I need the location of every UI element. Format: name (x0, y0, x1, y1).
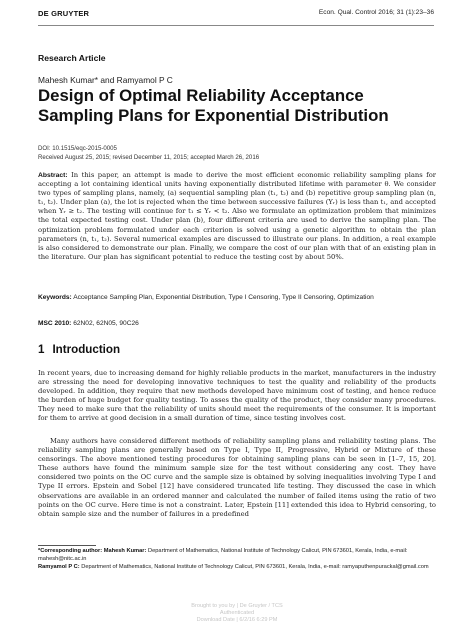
article-dates: Received August 25, 2015; revised December 11, 2015; accepted March 26, 2016 (38, 154, 260, 161)
footnote-corresponding-author (38, 548, 438, 563)
article-title (38, 86, 438, 126)
article-type: Research Article (38, 53, 106, 63)
footnote-1-label: *Corresponding author: Mahesh Kumar: (38, 548, 147, 554)
abstract (38, 171, 436, 262)
footnote-rule (38, 545, 96, 546)
keywords-text: Acceptance Sampling Plan, Exponential Distribution, Type I Censoring, Type II Censoring, Optimization (73, 294, 374, 301)
intro-paragraph-2: Many authors have considered different methods of reliability sampling plans and reliability testing plans. The reliability sampling plans are generally based on Type I, Type II, Progressive, Hybrid or Mixture of these censorings. The above mentioned testing procedures for obtaining sampling plans can be seen in [1–7, 15, 20]. These authors have found the minimum sample size for the test without considering any cost. They have considered two points on the OC curve and the sample size is obtained by solving inequalities involving Type I and Type II errors. Epstein and Sobel [12] have considered truncated life testing. They discussed the case in which observations are available in an ordered manner and calculated the number of failed items using the ratio of two points on the OC curve. Here time is not a constraint. Later, Epstein [11] extended this idea to Hybrid censoring, to obtain sample size and the number of failures in a predefined (38, 437, 436, 518)
doi[interactable]: DOI: 10.1515/eqc-2015-0005 (38, 145, 117, 152)
watermark-line-3: Download Date | 6/2/16 6:29 PM (196, 617, 278, 623)
section-heading (38, 343, 120, 356)
watermark-line-2: Authenticated (219, 610, 255, 616)
section-number: 1 (38, 343, 45, 356)
page-header (38, 9, 434, 23)
footnote-coauthor (38, 564, 438, 572)
header-rule (38, 25, 434, 26)
msc-label: MSC 2010: (38, 320, 72, 327)
intro-paragraph-1: In recent years, due to increasing demand for highly reliable products in the market, manufacturers in the industry are stressing the need for developing innovative techniques to test the quality and reliability of the products developed. In addition, they require that new methods developed have minimum cost of testing, and hence reduce the burden of huge budget for quality testing. To asses the quality of the product, they consider many procedures. They need to make sure that the reliability of units should meet the requirements of the consumer. It is important for them to arrive at good decision in a small duration of time, since testing involves cost. (38, 369, 436, 423)
footnote-1-text: Department of Mathematics, National Institute of Technology Calicut, PIN 673601, Kerala, India, e-mail: mahesh@nitc.ac.in (38, 548, 408, 562)
footnote-2-label: Ramyamol P C: (38, 564, 80, 570)
watermark-line-1: Brought to you by | De Gruyter / TCS (191, 603, 283, 609)
section-title: Introduction (52, 343, 121, 356)
author-list: Mahesh Kumar* and Ramyamol P C (38, 75, 173, 85)
footnote-2-text: Department of Mathematics, National Institute of Technology Calicut, PIN 673601, Kerala, India, e-mail: ramyaputhenpurackal@gmail.com (81, 564, 429, 570)
download-watermark (0, 603, 474, 624)
title-line-1: Design of Optimal Reliability Acceptance (38, 86, 364, 105)
keywords (38, 293, 434, 302)
msc-codes (38, 320, 139, 327)
abstract-label: Abstract: (38, 172, 68, 179)
title-line-2: Sampling Plans for Exponential Distribution (38, 106, 389, 125)
publisher-logo: DE GRUYTER (38, 9, 90, 18)
abstract-text: In this paper, an attempt is made to derive the most efficient economic reliability sampling plans for accepting a lot containing identical units having exponentially distributed lifetime with parameter θ. We consider two types of sampling plans, namely, (a) sequential sampling plan (t₁, t₂) and (b) repetitive group sampling plan (n, t₁, t₂). Under plan (a), the lot is rejected when the time between successive failures (Yᵣ) is less than t₁, and accepted when Yᵣ ≥ t₂. The testing will continue for t₁ ≤ Yᵣ < t₂. Also we formulate an optimization problem that minimizes the total expected testing cost. Under plan (b), four different criteria are used to derive the sampling plan. The optimization problem formulated under each criterion is solved using a genetic algorithm to obtain the plan parameters (n, t₁, t₂). Several numerical examples are discussed to illustrate our plans. In addition, a real example is also considered to demonstrate our plan. Finally, we compare the cost of our plan with that of an existing plan in the literature. Our plan has significant potential to reduce the testing cost by about 50%. (38, 171, 436, 261)
keywords-label: Keywords: (38, 294, 72, 301)
journal-reference: Econ. Qual. Control 2016; 31 (1):23–36 (318, 9, 434, 16)
msc-text: 62N02, 62N05, 90C26 (73, 320, 139, 327)
